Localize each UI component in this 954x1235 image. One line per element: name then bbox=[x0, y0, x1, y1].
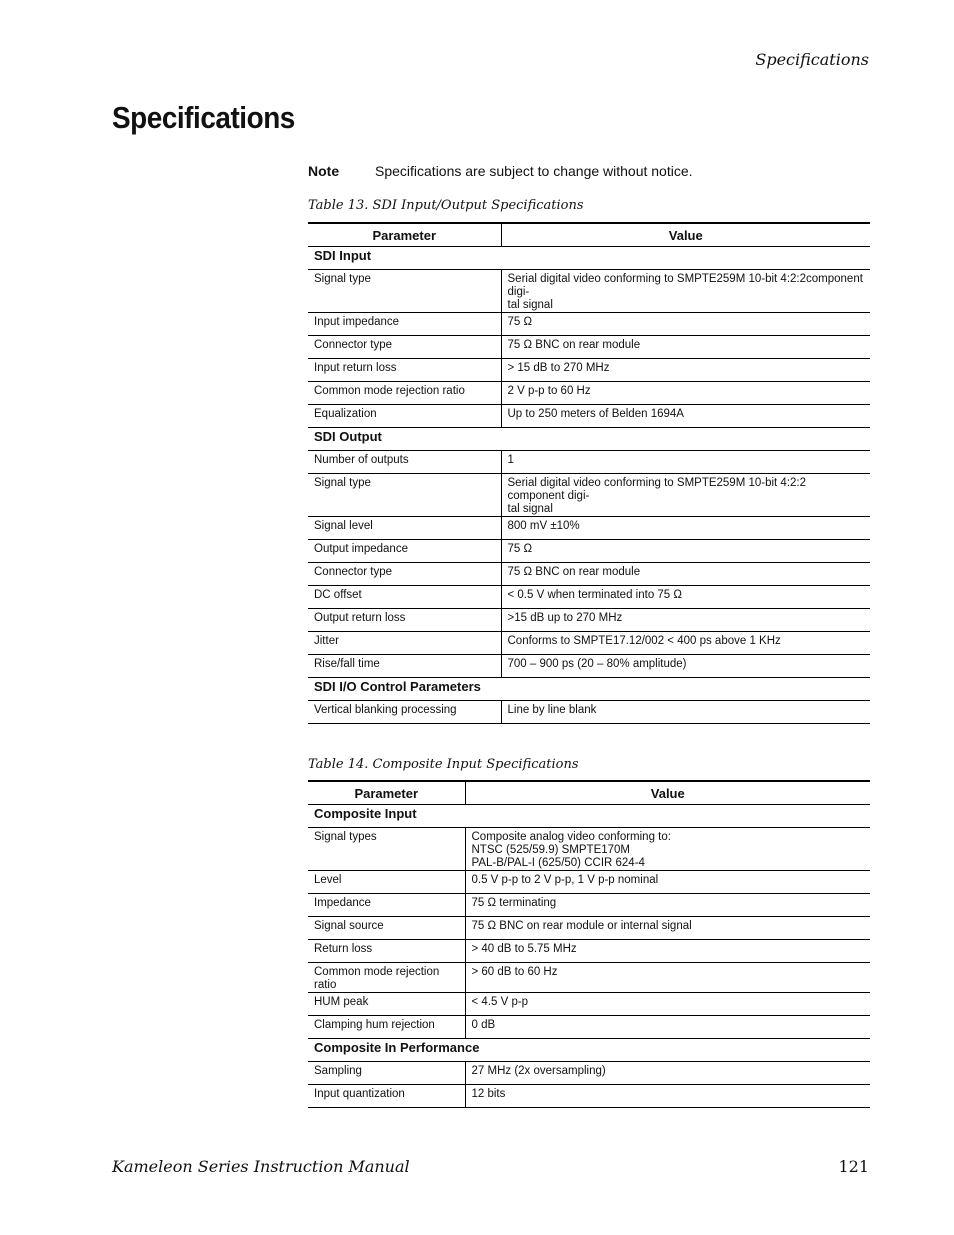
parameter-cell: Input quantization bbox=[308, 1085, 465, 1108]
value-cell: Serial digital video conforming to SMPTE259M 10-bit 4:2:2component digi- tal signal bbox=[501, 270, 870, 313]
parameter-cell: Connector type bbox=[308, 336, 501, 359]
value-cell: 75 Ω BNC on rear module bbox=[501, 563, 870, 586]
table-row bbox=[308, 517, 870, 540]
section-title: SDI I/O Control Parameters bbox=[308, 678, 870, 701]
value-cell: 700 – 900 ps (20 – 80% amplitude) bbox=[501, 655, 870, 678]
value-cell: > 15 dB to 270 MHz bbox=[501, 359, 870, 382]
value-cell: 75 Ω bbox=[501, 540, 870, 563]
sdi-spec-table bbox=[308, 222, 870, 724]
value-cell: Line by line blank bbox=[501, 701, 870, 724]
parameter-cell: Output return loss bbox=[308, 609, 501, 632]
section-row bbox=[308, 678, 870, 701]
value-cell: 0 dB bbox=[465, 1016, 870, 1039]
parameter-cell: Signal types bbox=[308, 828, 465, 871]
value-cell: 0.5 V p-p to 2 V p-p, 1 V p-p nominal bbox=[465, 871, 870, 894]
value-cell: Composite analog video conforming to: NTSC (525/59.9) SMPTE170M PAL-B/PAL-I (625/50) CCIR 624-4 bbox=[465, 828, 870, 871]
table14-caption: Table 14. Composite Input Specifications bbox=[308, 757, 579, 772]
value-column-header: Value bbox=[501, 223, 870, 247]
parameter-cell: Rise/fall time bbox=[308, 655, 501, 678]
value-cell: Up to 250 meters of Belden 1694A bbox=[501, 405, 870, 428]
value-cell: 75 Ω BNC on rear module or internal signal bbox=[465, 917, 870, 940]
section-row bbox=[308, 1039, 870, 1062]
parameter-cell: Signal source bbox=[308, 917, 465, 940]
table-row bbox=[308, 894, 870, 917]
table-row bbox=[308, 1062, 870, 1085]
parameter-column-header: Parameter bbox=[308, 223, 501, 247]
table-row bbox=[308, 313, 870, 336]
section-row bbox=[308, 247, 870, 270]
table-header-row bbox=[308, 781, 870, 805]
parameter-cell: HUM peak bbox=[308, 993, 465, 1016]
parameter-cell: Clamping hum rejection bbox=[308, 1016, 465, 1039]
table-row bbox=[308, 1016, 870, 1039]
parameter-cell: Signal level bbox=[308, 517, 501, 540]
value-cell: < 0.5 V when terminated into 75 Ω bbox=[501, 586, 870, 609]
value-cell: 1 bbox=[501, 451, 870, 474]
value-cell: 75 Ω terminating bbox=[465, 894, 870, 917]
note-label: Note bbox=[308, 163, 340, 179]
section-row bbox=[308, 805, 870, 828]
note bbox=[308, 163, 693, 179]
table-row bbox=[308, 655, 870, 678]
table-row bbox=[308, 451, 870, 474]
parameter-cell: Number of outputs bbox=[308, 451, 501, 474]
table-row bbox=[308, 540, 870, 563]
table-row bbox=[308, 474, 870, 517]
table-row bbox=[308, 382, 870, 405]
table-row bbox=[308, 828, 870, 871]
value-cell: 2 V p-p to 60 Hz bbox=[501, 382, 870, 405]
note-text: Specifications are subject to change without notice. bbox=[375, 163, 693, 179]
parameter-cell: DC offset bbox=[308, 586, 501, 609]
value-cell: 75 Ω bbox=[501, 313, 870, 336]
footer-manual-title: Kameleon Series Instruction Manual bbox=[112, 1157, 410, 1176]
table-row bbox=[308, 586, 870, 609]
parameter-cell: Level bbox=[308, 871, 465, 894]
parameter-column-header: Parameter bbox=[308, 781, 465, 805]
table-row bbox=[308, 917, 870, 940]
value-cell: 12 bits bbox=[465, 1085, 870, 1108]
value-cell: Serial digital video conforming to SMPTE259M 10-bit 4:2:2 component digi- tal signal bbox=[501, 474, 870, 517]
section-row bbox=[308, 428, 870, 451]
parameter-cell: Sampling bbox=[308, 1062, 465, 1085]
running-head: Specifications bbox=[755, 50, 869, 69]
section-title: Composite Input bbox=[308, 805, 870, 828]
table-row bbox=[308, 963, 870, 993]
table-row bbox=[308, 871, 870, 894]
parameter-cell: Input impedance bbox=[308, 313, 501, 336]
parameter-cell: Return loss bbox=[308, 940, 465, 963]
value-cell: 27 MHz (2x oversampling) bbox=[465, 1062, 870, 1085]
table-row bbox=[308, 1085, 870, 1108]
parameter-cell: Equalization bbox=[308, 405, 501, 428]
value-cell: < 4.5 V p-p bbox=[465, 993, 870, 1016]
value-cell: >15 dB up to 270 MHz bbox=[501, 609, 870, 632]
table-row bbox=[308, 940, 870, 963]
value-cell: 800 mV ±10% bbox=[501, 517, 870, 540]
table-row bbox=[308, 632, 870, 655]
value-cell: > 60 dB to 60 Hz bbox=[465, 963, 870, 993]
parameter-cell: Impedance bbox=[308, 894, 465, 917]
parameter-cell: Vertical blanking processing bbox=[308, 701, 501, 724]
parameter-cell: Input return loss bbox=[308, 359, 501, 382]
parameter-cell: Connector type bbox=[308, 563, 501, 586]
table-row bbox=[308, 609, 870, 632]
value-cell: 75 Ω BNC on rear module bbox=[501, 336, 870, 359]
value-column-header: Value bbox=[465, 781, 870, 805]
table-row bbox=[308, 405, 870, 428]
table-row bbox=[308, 563, 870, 586]
section-title: SDI Output bbox=[308, 428, 870, 451]
parameter-cell: Signal type bbox=[308, 474, 501, 517]
table-row bbox=[308, 701, 870, 724]
table-row bbox=[308, 336, 870, 359]
table-header-row bbox=[308, 223, 870, 247]
section-title: SDI Input bbox=[308, 247, 870, 270]
parameter-cell: Common mode rejection ratio bbox=[308, 963, 465, 993]
page-title: Specifications bbox=[112, 100, 295, 135]
parameter-cell: Signal type bbox=[308, 270, 501, 313]
table-row bbox=[308, 359, 870, 382]
parameter-cell: Common mode rejection ratio bbox=[308, 382, 501, 405]
page-number: 121 bbox=[838, 1157, 869, 1176]
table-row bbox=[308, 270, 870, 313]
table13-caption: Table 13. SDI Input/Output Specifications bbox=[308, 198, 584, 213]
value-cell: Conforms to SMPTE17.12/002 < 400 ps above 1 KHz bbox=[501, 632, 870, 655]
value-cell: > 40 dB to 5.75 MHz bbox=[465, 940, 870, 963]
table-row bbox=[308, 993, 870, 1016]
parameter-cell: Jitter bbox=[308, 632, 501, 655]
composite-spec-table bbox=[308, 780, 870, 1108]
section-title: Composite In Performance bbox=[308, 1039, 870, 1062]
parameter-cell: Output impedance bbox=[308, 540, 501, 563]
